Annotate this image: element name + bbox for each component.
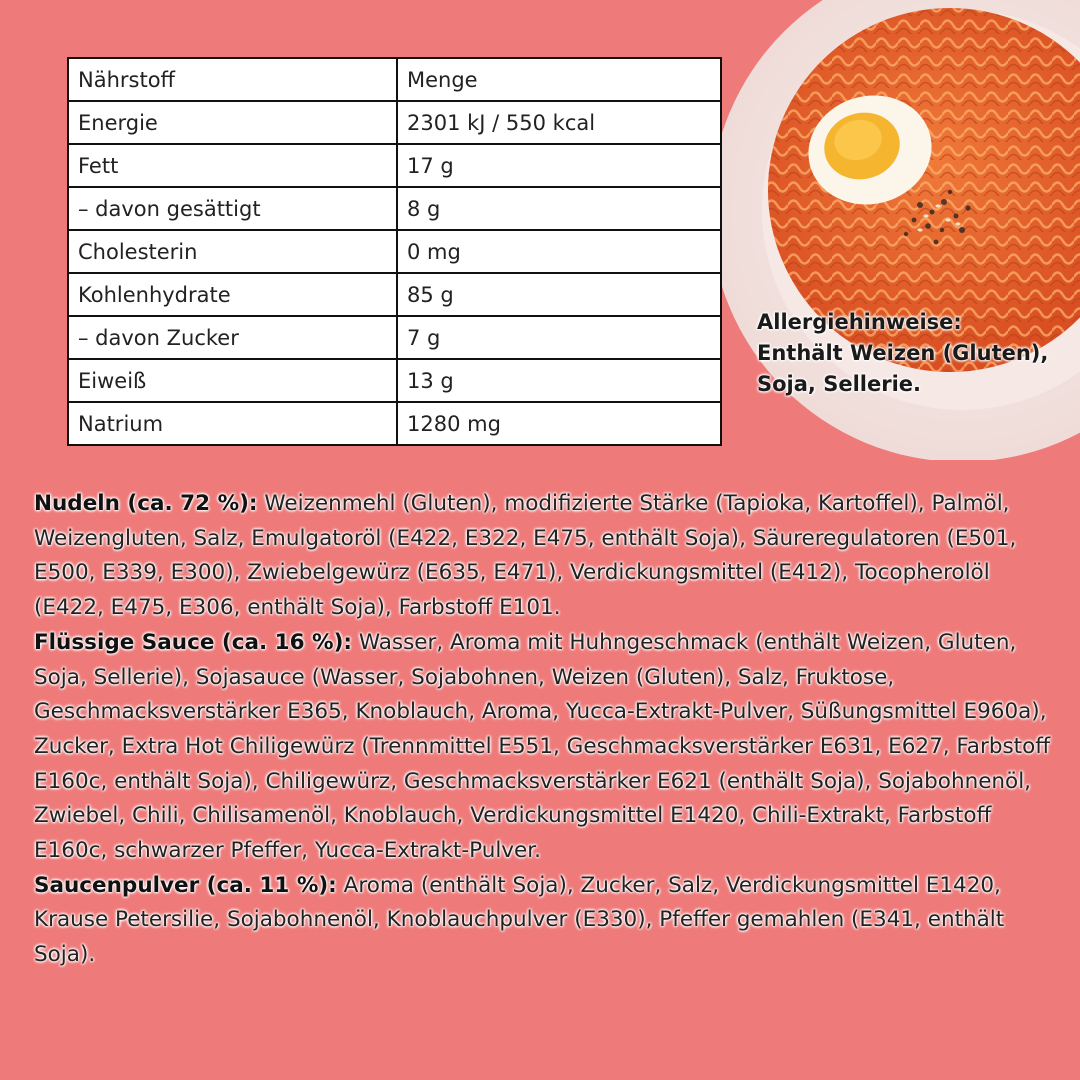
nutrient-cell: Kohlenhydrate xyxy=(68,273,397,316)
allergy-line: Soja, Sellerie. xyxy=(757,372,921,396)
table-row xyxy=(68,402,721,445)
ingredients-liquid-sauce-text: Wasser, Aroma mit Huhngeschmack (enthält Weizen, Gluten, Soja, Sellerie), Sojasauce (Wasser, Sojabohnen, Weizen (Gluten), Salz, Fruktose, Geschmacksverstärker E365, Knoblauch, Aroma, Yucca-Extrakt-Pulver, Süßungsmittel E960a), Zucker, Extra Hot Chiligewürz (Trennmittel E551, Geschmacksverstärker E631, E627, Farbstoff E160c, enthält Soja), Chiligewürz, Geschmacksverstärker E621 (enthält Soja), Sojabohnenöl, Zwiebel, Chili, Chilisamenöl, Knoblauch, Verdickungsmittel E1420, Chili-Extrakt, Farbstoff E160c, schwarzer Pfeffer, Yucca-Extrakt-Pulver. xyxy=(34,629,1051,864)
nutrient-cell: Natrium xyxy=(68,402,397,445)
ingredients-sauce-powder-text: Aroma (enthält Soja), Zucker, Salz, Verdickungsmittel E1420, Krause Petersilie, Sojabohnenöl, Knoblauchpulver (E330), Pfeffer gemahlen (E341, enthält Soja). xyxy=(34,872,1005,968)
ingredients-liquid-sauce xyxy=(34,626,1059,869)
table-row xyxy=(68,187,721,230)
allergy-note xyxy=(757,307,1077,400)
ingredients-section xyxy=(34,487,1059,973)
table-row xyxy=(68,273,721,316)
amount-cell: 17 g xyxy=(397,144,721,187)
amount-cell: 0 mg xyxy=(397,230,721,273)
ingredients-noodles-heading: Nudeln (ca. 72 %): xyxy=(34,491,258,516)
table-row xyxy=(68,101,721,144)
amount-cell: 85 g xyxy=(397,273,721,316)
ingredients-sauce-powder xyxy=(34,869,1059,973)
table-row xyxy=(68,230,721,273)
nutrient-header: Nährstoff xyxy=(68,58,397,101)
table-row xyxy=(68,144,721,187)
nutrition-table-header-row xyxy=(68,58,721,101)
amount-cell: 2301 kJ / 550 kcal xyxy=(397,101,721,144)
nutrient-cell: – davon Zucker xyxy=(68,316,397,359)
allergy-line: Enthält Weizen (Gluten), xyxy=(757,341,1049,365)
nutrient-cell: – davon gesättigt xyxy=(68,187,397,230)
ingredients-noodles-text: Weizenmehl (Gluten), modifizierte Stärke (Tapioka, Kartoffel), Palmöl, Weizengluten, Salz, Emulgatoröl (E422, E322, E475, enthält Soja), Säureregulatoren (E501, E500, E339, E300), Zwiebelgewürz (E635, E471), Verdickungsmittel (E412), Tocopherolöl (E422, E475, E306, enthält Soja), Farbstoff E101. xyxy=(34,491,1017,621)
ingredients-liquid-sauce-heading: Flüssige Sauce (ca. 16 %): xyxy=(34,629,352,655)
table-row xyxy=(68,359,721,402)
amount-cell: 7 g xyxy=(397,316,721,359)
nutrient-cell: Fett xyxy=(68,144,397,187)
allergy-heading: Allergiehinweise: xyxy=(757,310,962,334)
nutrient-cell: Energie xyxy=(68,101,397,144)
nutrient-cell: Eiweiß xyxy=(68,359,397,402)
amount-cell: 8 g xyxy=(397,187,721,230)
ingredients-noodles xyxy=(34,487,1059,626)
nutrition-table xyxy=(67,57,722,446)
nutrient-cell: Cholesterin xyxy=(68,230,397,273)
amount-header: Menge xyxy=(397,58,721,101)
ingredients-sauce-powder-heading: Saucenpulver (ca. 11 %): xyxy=(34,872,337,898)
amount-cell: 13 g xyxy=(397,359,721,402)
table-row xyxy=(68,316,721,359)
amount-cell: 1280 mg xyxy=(397,402,721,445)
